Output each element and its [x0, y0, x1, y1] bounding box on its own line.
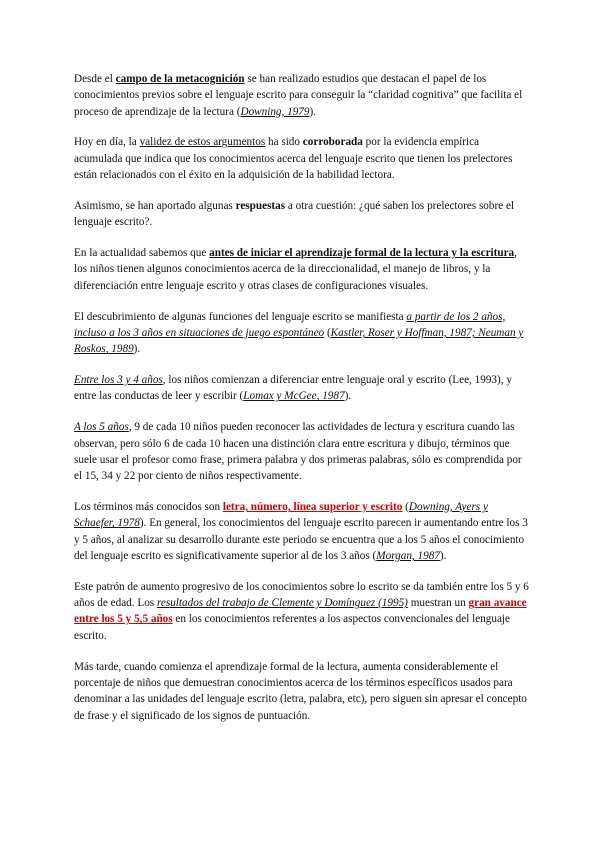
bold-phrase: corroborada [302, 136, 363, 149]
paragraph-respuestas [74, 198, 530, 231]
paragraph-metacognicion [74, 71, 530, 120]
text-segment: ). [309, 105, 317, 118]
underlined-phrase: validez de estos argumentos [139, 136, 266, 149]
text-segment: muestran un [407, 597, 469, 610]
red-highlight-phrase: letra, número, línea superior y escrito [222, 501, 403, 514]
text-segment: ). [344, 390, 352, 403]
citation-link[interactable]: Downing, 1979 [240, 105, 310, 118]
text-segment: Hoy en día, la [74, 136, 140, 149]
document-page [74, 71, 530, 738]
citation-link[interactable]: Lomax y McGee, 1987 [243, 390, 345, 403]
text-segment: ). En general, los conocimientos del lenguaje escrito parecen ir aumentando entre los 3 y 5 años, al analizar su desarrollo durante este periodo se encuentra que a los 5 años el conocimiento del lenguaje escrito es significativamente superior al de los 3 años ( [74, 517, 528, 562]
text-segment: Este patrón de aumento progresivo de los conocimientos sobre lo escrito se da también entre los 5 y 6 años de edad. Los [74, 580, 529, 610]
red-highlight-phrase: gran avance entre los 5 y 5,5 años [74, 597, 527, 626]
text-segment: a otra cuestión: ¿qué saben los prelectores sobre el lenguaje escrito?. [74, 199, 515, 229]
text-segment: ( [324, 326, 331, 339]
paragraph-5-anos [74, 419, 530, 484]
citation-link[interactable]: resultados del trabajo de Clemente y Domínguez (1995) [156, 597, 408, 610]
italic-underlined-phrase[interactable]: a partir de los 2 años, incluso a los 3 años en situaciones de juego espontáneo [74, 310, 506, 339]
text-segment: En la actualidad sabemos que [74, 247, 210, 260]
text-segment: por la evidencia empírica acumulada que indica que los conocimientos acerca del lenguaje escrito que tienen los prelectores están relacionados con el éxito en la adquisición de la habilidad lectora. [74, 136, 513, 182]
paragraph-mas-tarde [74, 659, 530, 724]
paragraph-descubrimiento [74, 309, 530, 358]
text-segment: , los niños comienzan a diferenciar entre lenguaje oral y escrito (Lee, 1993), y entre las conductas de leer y escribir ( [74, 374, 512, 403]
text-segment: se han realizado estudios que destacan el papel de los conocimientos previos sobre el lenguaje escrito para conseguir la “claridad cognitiva” que facilita el proceso de aprendizaje de la lectura ( [74, 73, 523, 118]
citation-link[interactable]: Downing, Ayers y Schaefer, 1978 [74, 501, 488, 530]
bold-underlined-phrase: antes de iniciar el aprendizaje formal de la lectura y la escritura [209, 247, 515, 260]
text-segment: Los términos más conocidos son [74, 501, 223, 514]
text-segment: Asimismo, se han aportado algunas [74, 199, 236, 212]
italic-underlined-phrase[interactable]: A los 5 años [74, 421, 129, 434]
text-segment: ( [402, 501, 409, 514]
citation-link[interactable]: Morgan, 1987 [376, 549, 440, 562]
paragraph-patron [74, 579, 530, 644]
paragraph-terminos [74, 499, 530, 564]
bold-phrase: respuestas [235, 199, 286, 212]
bold-underlined-phrase: campo de la metacognición [115, 73, 245, 85]
paragraph-validez [74, 134, 530, 183]
text-segment: Más tarde, cuando comienza el aprendizaje formal de la lectura, aumenta considerablemente el porcentaje de niños que demuestran conocimientos acerca de los términos específicos usados para denominar a las unidades del lenguaje escrito (letra, palabra, etc), pero siguen sin apresar el concepto de frase y el significado de los signos de puntuación. [74, 660, 527, 722]
text-segment: ). [133, 343, 141, 356]
paragraph-actualidad [74, 245, 530, 294]
italic-underlined-phrase[interactable]: Entre los 3 y 4 años [74, 374, 163, 387]
text-segment: El descubrimiento de algunas funciones del lenguaje escrito se manifiesta [74, 310, 407, 323]
text-segment: , 9 de cada 10 niños pueden reconocer las actividades de lectura y escritura cuando las observan, pero sólo 6 de cada 10 hacen una distinción clara entre escritura y dibujo, términos que suele usar el profesor como frase, primera palabra y dos primeras palabras, sólo es comprendida por el 15, 34 y 22 por ciento de niños respectivamente. [74, 421, 522, 483]
text-segment: en los conocimientos referentes a los aspectos convencionales del lenguaje escrito. [74, 613, 510, 642]
text-segment: ha sido [265, 136, 303, 149]
text-segment: , los niños tienen algunos conocimientos acerca de la direccionalidad, el manejo de libros, y la diferenciación entre lenguaje escrito y otras clases de configuraciones visuales. [74, 247, 517, 292]
text-segment: ). [439, 549, 447, 562]
citation-link[interactable]: Kastler, Roser y Hoffman, 1987; Neuman y Roskos, 1989 [74, 326, 524, 356]
text-segment: Desde el [74, 73, 116, 85]
paragraph-3-4-anos [74, 372, 530, 405]
